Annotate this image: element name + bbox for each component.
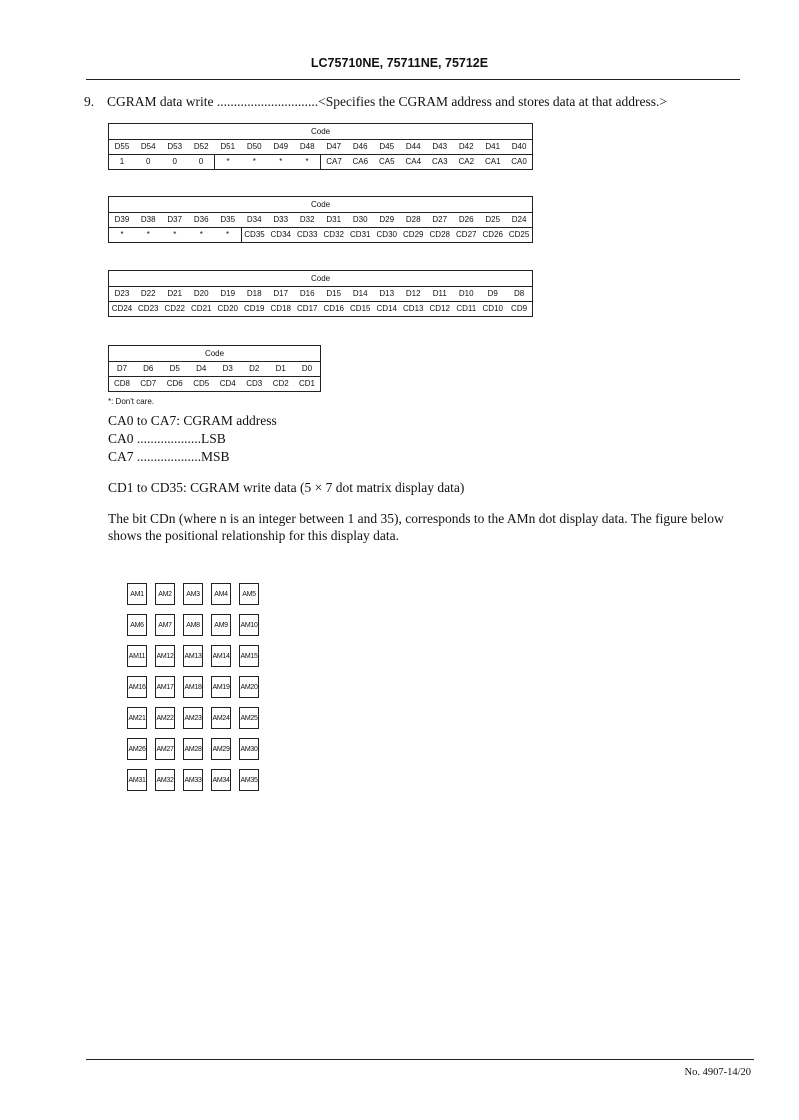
bit-value: CD3 (241, 377, 268, 392)
dot-cell: AM16 (127, 676, 147, 698)
bit-label: D47 (321, 140, 348, 155)
bit-value: CD35 (241, 228, 268, 243)
bit-value: * (294, 155, 321, 170)
bit-value: CD11 (453, 302, 480, 317)
bit-label: D31 (321, 213, 348, 228)
bit-value: * (241, 155, 268, 170)
bit-label: D29 (374, 213, 401, 228)
bit-value: CD8 (109, 377, 136, 392)
dot-cell: AM25 (239, 707, 259, 729)
bit-label: D51 (215, 140, 242, 155)
bit-label: D11 (427, 287, 454, 302)
bit-label: D27 (427, 213, 454, 228)
bit-label: D41 (480, 140, 507, 155)
bit-value: * (188, 228, 215, 243)
bit-label: D25 (480, 213, 507, 228)
page-header: LC75710NE, 75711NE, 75712E (310, 56, 489, 70)
bit-row (109, 287, 533, 302)
bit-label: D21 (162, 287, 189, 302)
page-number: No. 4907-14/20 (684, 1067, 751, 1078)
value-row (109, 377, 321, 392)
bit-value: CD7 (135, 377, 162, 392)
bit-value: CA3 (427, 155, 454, 170)
dot-cell: AM28 (183, 738, 203, 760)
header-rule (86, 79, 740, 80)
dot-cell: AM4 (211, 583, 231, 605)
bit-label: D38 (135, 213, 162, 228)
bit-value: CA7 (321, 155, 348, 170)
bit-label: D30 (347, 213, 374, 228)
bit-label: D16 (294, 287, 321, 302)
dot-cell: AM24 (211, 707, 231, 729)
dot-cell: AM13 (183, 645, 203, 667)
code-table-title: Code (109, 197, 533, 213)
bit-label: D3 (215, 362, 242, 377)
bit-value: CA6 (347, 155, 374, 170)
ca-lsb-text: CA0 ...................LSB (108, 431, 226, 446)
footer-rule (86, 1059, 754, 1060)
bit-value: CD28 (427, 228, 454, 243)
code-table-title: Code (109, 346, 321, 362)
bit-value: CA4 (400, 155, 427, 170)
bit-label: D17 (268, 287, 295, 302)
dot-cell: AM35 (239, 769, 259, 791)
bit-label: D36 (188, 213, 215, 228)
bit-value: CD15 (347, 302, 374, 317)
bit-value: CD12 (427, 302, 454, 317)
bit-label: D6 (135, 362, 162, 377)
bit-value: CD23 (135, 302, 162, 317)
dot-cell: AM33 (183, 769, 203, 791)
bit-value: * (135, 228, 162, 243)
bit-label: D45 (374, 140, 401, 155)
bit-value: CA5 (374, 155, 401, 170)
dot-cell: AM12 (155, 645, 175, 667)
bit-value: * (215, 228, 242, 243)
bit-value: CD32 (321, 228, 348, 243)
bit-label: D15 (321, 287, 348, 302)
body-line-1: The bit CDn (where n is an integer between 1 and 35), corresponds to the AMn dot display data. The figure below (108, 511, 724, 526)
bit-label: D8 (506, 287, 533, 302)
bit-label: D50 (241, 140, 268, 155)
bit-value: 1 (109, 155, 136, 170)
dot-cell: AM19 (211, 676, 231, 698)
dot-cell: AM29 (211, 738, 231, 760)
cd-range-text: CD1 to CD35: CGRAM write data (5 × 7 dot matrix display data) (108, 480, 465, 495)
dot-cell: AM23 (183, 707, 203, 729)
bit-label: D52 (188, 140, 215, 155)
dot-cell: AM3 (183, 583, 203, 605)
dot-cell: AM5 (239, 583, 259, 605)
dot-cell: AM18 (183, 676, 203, 698)
bit-value: CD22 (162, 302, 189, 317)
bit-value: CD25 (506, 228, 533, 243)
bit-value: CD16 (321, 302, 348, 317)
bit-value: CD9 (506, 302, 533, 317)
bit-value: CD2 (268, 377, 295, 392)
bit-value: CD6 (162, 377, 189, 392)
bit-value: CD13 (400, 302, 427, 317)
bit-value: CD1 (294, 377, 321, 392)
bit-label: D2 (241, 362, 268, 377)
value-row (109, 228, 533, 243)
bit-label: D48 (294, 140, 321, 155)
dot-cell: AM34 (211, 769, 231, 791)
bit-label: D43 (427, 140, 454, 155)
bit-label: D24 (506, 213, 533, 228)
dot-cell: AM27 (155, 738, 175, 760)
bit-label: D10 (453, 287, 480, 302)
bit-label: D0 (294, 362, 321, 377)
bit-value: CD21 (188, 302, 215, 317)
dot-cell: AM22 (155, 707, 175, 729)
ca-msb-text: CA7 ...................MSB (108, 449, 230, 464)
bit-label: D23 (109, 287, 136, 302)
dot-cell: AM26 (127, 738, 147, 760)
section-heading (84, 94, 667, 110)
bit-value: CD27 (453, 228, 480, 243)
bit-value: CD29 (400, 228, 427, 243)
code-table-1 (108, 123, 533, 170)
bit-value: CD30 (374, 228, 401, 243)
dot-cell: AM20 (239, 676, 259, 698)
dot-cell: AM9 (211, 614, 231, 636)
code-table-title: Code (109, 124, 533, 140)
bit-label: D18 (241, 287, 268, 302)
bit-label: D26 (453, 213, 480, 228)
bit-label: D22 (135, 287, 162, 302)
code-table-title: Code (109, 271, 533, 287)
bit-row (109, 213, 533, 228)
bit-label: D37 (162, 213, 189, 228)
bit-label: D55 (109, 140, 136, 155)
bit-value: CD4 (215, 377, 242, 392)
dont-care-note: *: Don't care. (108, 397, 154, 406)
bit-label: D33 (268, 213, 295, 228)
code-table-2 (108, 196, 533, 243)
bit-label: D9 (480, 287, 507, 302)
dot-cell: AM7 (155, 614, 175, 636)
body-line-2: shows the positional relationship for this display data. (108, 528, 399, 543)
bit-value: CD33 (294, 228, 321, 243)
bit-row (109, 140, 533, 155)
bit-value: CD5 (188, 377, 215, 392)
bit-label: D42 (453, 140, 480, 155)
bit-label: D12 (400, 287, 427, 302)
bit-value: CA1 (480, 155, 507, 170)
dot-cell: AM10 (239, 614, 259, 636)
bit-value: 0 (135, 155, 162, 170)
bit-value: * (268, 155, 295, 170)
bit-value: CA0 (506, 155, 533, 170)
bit-value: CD17 (294, 302, 321, 317)
section-title: CGRAM data write ..............................<Specifies the CGRAM address and stores data at that address.> (107, 94, 668, 109)
bit-label: D1 (268, 362, 295, 377)
dot-cell: AM21 (127, 707, 147, 729)
bit-label: D13 (374, 287, 401, 302)
dot-cell: AM17 (155, 676, 175, 698)
bit-label: D49 (268, 140, 295, 155)
bit-value: CD14 (374, 302, 401, 317)
dot-cell: AM1 (127, 583, 147, 605)
dot-cell: AM32 (155, 769, 175, 791)
bit-value: CD18 (268, 302, 295, 317)
value-row (109, 302, 533, 317)
bit-label: D7 (109, 362, 136, 377)
bit-label: D20 (188, 287, 215, 302)
dot-cell: AM8 (183, 614, 203, 636)
bit-label: D28 (400, 213, 427, 228)
bit-value: CD34 (268, 228, 295, 243)
bit-value: CD20 (215, 302, 242, 317)
dot-cell: AM14 (211, 645, 231, 667)
bit-value: CD24 (109, 302, 136, 317)
dot-cell: AM6 (127, 614, 147, 636)
bit-value: CA2 (453, 155, 480, 170)
bit-label: D40 (506, 140, 533, 155)
dot-cell: AM11 (127, 645, 147, 667)
code-table-3 (108, 270, 533, 317)
bit-label: D4 (188, 362, 215, 377)
value-row (109, 155, 533, 170)
bit-value: CD26 (480, 228, 507, 243)
bit-label: D32 (294, 213, 321, 228)
bit-label: D54 (135, 140, 162, 155)
bit-value: CD31 (347, 228, 374, 243)
bit-label: D44 (400, 140, 427, 155)
bit-label: D39 (109, 213, 136, 228)
section-number: 9. (84, 94, 95, 109)
bit-value: 0 (162, 155, 189, 170)
bit-label: D34 (241, 213, 268, 228)
bit-value: * (109, 228, 136, 243)
bit-value: * (162, 228, 189, 243)
dot-cell: AM15 (239, 645, 259, 667)
bit-value: CD19 (241, 302, 268, 317)
bit-label: D5 (162, 362, 189, 377)
bit-label: D14 (347, 287, 374, 302)
dot-cell: AM2 (155, 583, 175, 605)
bit-value: 0 (188, 155, 215, 170)
bit-label: D19 (215, 287, 242, 302)
bit-label: D46 (347, 140, 374, 155)
dot-cell: AM31 (127, 769, 147, 791)
bit-row (109, 362, 321, 377)
bit-value: CD10 (480, 302, 507, 317)
bit-label: D35 (215, 213, 242, 228)
dot-cell: AM30 (239, 738, 259, 760)
bit-label: D53 (162, 140, 189, 155)
code-table-4 (108, 345, 321, 392)
bit-value: * (215, 155, 242, 170)
ca-range-text: CA0 to CA7: CGRAM address (108, 413, 277, 428)
